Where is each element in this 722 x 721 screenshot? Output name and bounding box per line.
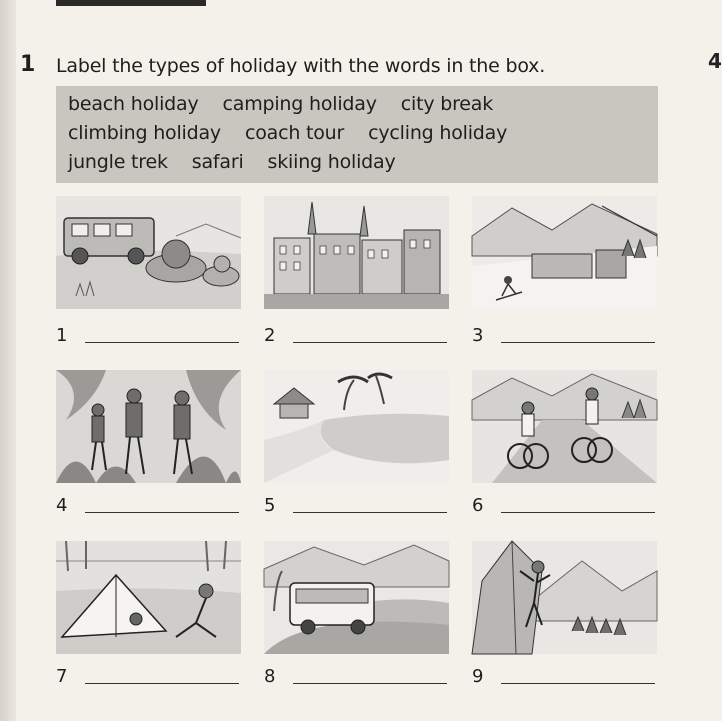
word-row bbox=[68, 119, 646, 148]
word-city-break: city break bbox=[400, 93, 494, 115]
ski-illustration bbox=[472, 196, 657, 309]
camping-illustration bbox=[56, 541, 241, 654]
climbing-illustration bbox=[472, 541, 657, 654]
header-bar bbox=[56, 0, 206, 6]
answer-row bbox=[472, 324, 672, 350]
answer-row bbox=[264, 324, 464, 350]
exercise-instruction: Label the types of holiday with the words in the box. bbox=[56, 55, 546, 77]
word-jungle-trek: jungle trek bbox=[68, 151, 168, 173]
beach-illustration bbox=[264, 370, 449, 483]
page-margin bbox=[0, 0, 16, 721]
answer-row bbox=[264, 665, 464, 691]
answer-line[interactable] bbox=[293, 512, 447, 513]
answer-row bbox=[56, 324, 256, 350]
picture-camping bbox=[56, 541, 241, 654]
answer-line[interactable] bbox=[501, 342, 655, 343]
picture-beach bbox=[264, 370, 449, 483]
answer-line[interactable] bbox=[501, 683, 655, 684]
word-beach-holiday: beach holiday bbox=[68, 93, 199, 115]
picture-number: 3 bbox=[472, 325, 484, 346]
word-cycling-holiday: cycling holiday bbox=[368, 122, 508, 144]
answer-row bbox=[56, 665, 256, 691]
picture-number: 6 bbox=[472, 495, 484, 516]
exercise-number: 1 bbox=[20, 52, 36, 77]
picture-climbing bbox=[472, 541, 657, 654]
word-climbing-holiday: climbing holiday bbox=[68, 122, 221, 144]
picture-cycling bbox=[472, 370, 657, 483]
word-skiing-holiday: skiing holiday bbox=[267, 151, 396, 173]
answer-line[interactable] bbox=[293, 683, 447, 684]
word-row bbox=[68, 90, 646, 119]
picture-ski bbox=[472, 196, 657, 309]
answer-row bbox=[472, 665, 672, 691]
answer-row bbox=[56, 494, 256, 520]
picture-number: 1 bbox=[56, 325, 68, 346]
picture-number: 9 bbox=[472, 666, 484, 687]
picture-number: 2 bbox=[264, 325, 276, 346]
word-box bbox=[56, 86, 658, 183]
picture-city bbox=[264, 196, 449, 309]
answer-line[interactable] bbox=[85, 512, 239, 513]
picture-coach bbox=[264, 541, 449, 654]
picture-number: 7 bbox=[56, 666, 68, 687]
word-coach-tour: coach tour bbox=[244, 122, 345, 144]
picture-safari bbox=[56, 196, 241, 309]
safari-illustration bbox=[56, 196, 241, 309]
next-exercise-number: 4 bbox=[708, 49, 722, 73]
jungle-illustration bbox=[56, 370, 241, 483]
picture-number: 8 bbox=[264, 666, 276, 687]
picture-number: 5 bbox=[264, 495, 276, 516]
answer-line[interactable] bbox=[85, 342, 239, 343]
word-row bbox=[68, 148, 646, 177]
cycling-illustration bbox=[472, 370, 657, 483]
answer-line[interactable] bbox=[293, 342, 447, 343]
word-safari: safari bbox=[191, 151, 244, 173]
city-illustration bbox=[264, 196, 449, 309]
word-camping-holiday: camping holiday bbox=[222, 93, 377, 115]
picture-jungle bbox=[56, 370, 241, 483]
answer-line[interactable] bbox=[85, 683, 239, 684]
picture-number: 4 bbox=[56, 495, 68, 516]
answer-row bbox=[472, 494, 672, 520]
coach-illustration bbox=[264, 541, 449, 654]
answer-row bbox=[264, 494, 464, 520]
answer-line[interactable] bbox=[501, 512, 655, 513]
